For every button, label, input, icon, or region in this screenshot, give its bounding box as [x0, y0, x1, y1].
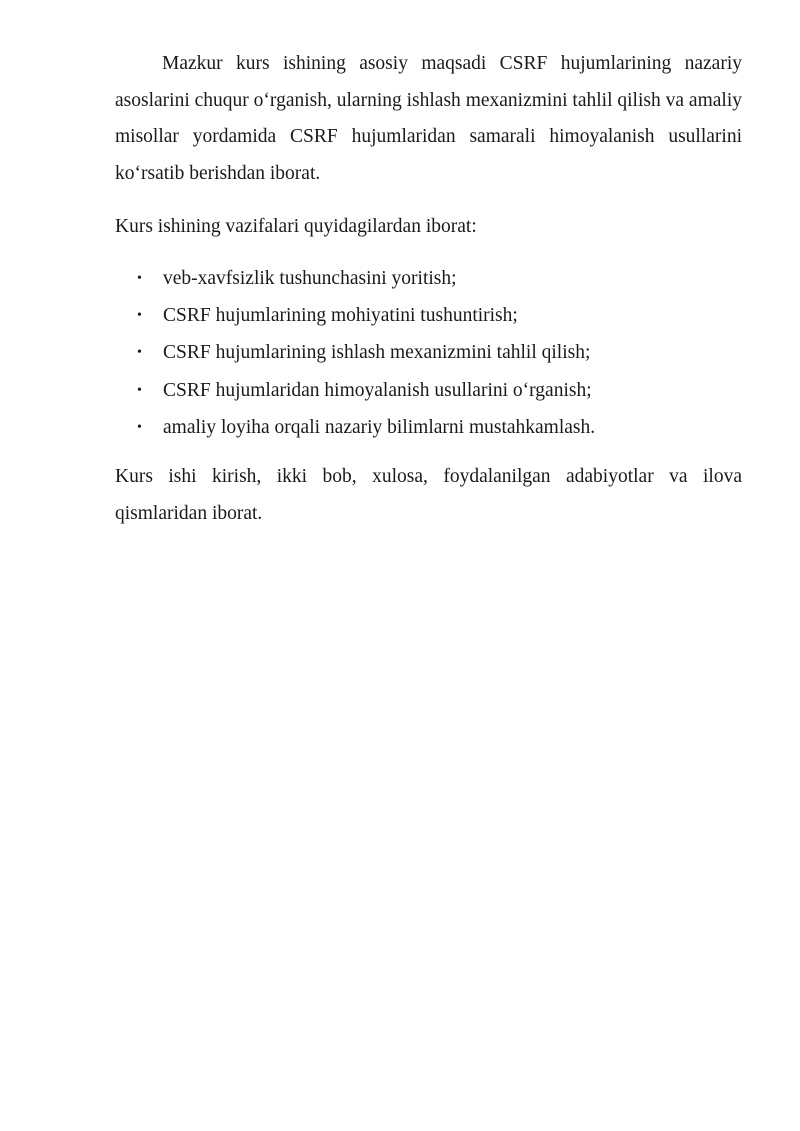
list-item-text: amaliy loyiha orqali nazariy bilimlarni mustahkamlash.	[163, 416, 596, 438]
list-item-text: CSRF hujumlaridan himoyalanish usullarini o‘rganish;	[163, 379, 592, 401]
bullet-icon: •	[137, 345, 142, 361]
bullet-icon: •	[137, 308, 142, 324]
document-body	[115, 46, 742, 532]
list-item	[115, 297, 742, 334]
list-item	[115, 334, 742, 371]
list-item	[115, 409, 742, 446]
goal-paragraph: Mazkur kurs ishining asosiy maqsadi CSRF hujumlarining nazariy asoslarini chuqur o‘rganish, ularning ishlash mexanizmini tahlil qilish va amaliy misollar yordamida CSRF hujumlaridan samarali himoyalanish usullarini ko‘rsatib berishdan iborat.	[115, 53, 742, 184]
list-item	[115, 372, 742, 409]
list-item-text: CSRF hujumlarining mohiyatini tushuntirish;	[163, 305, 518, 327]
bullet-icon: •	[137, 270, 142, 286]
list-item-text: veb-xavfsizlik tushunchasini yoritish;	[163, 267, 457, 289]
bullet-icon: •	[137, 419, 142, 435]
bullet-icon: •	[137, 382, 142, 398]
tasks-list	[115, 260, 742, 446]
tasks-intro-paragraph: Kurs ishining vazifalari quyidagilardan iborat:	[115, 216, 477, 238]
list-item	[115, 260, 742, 297]
list-item-text: CSRF hujumlarining ishlash mexanizmini tahlil qilish;	[163, 342, 591, 364]
structure-paragraph: Kurs ishi kirish, ikki bob, xulosa, foydalanilgan adabiyotlar va ilova qismlaridan iborat.	[115, 465, 742, 524]
